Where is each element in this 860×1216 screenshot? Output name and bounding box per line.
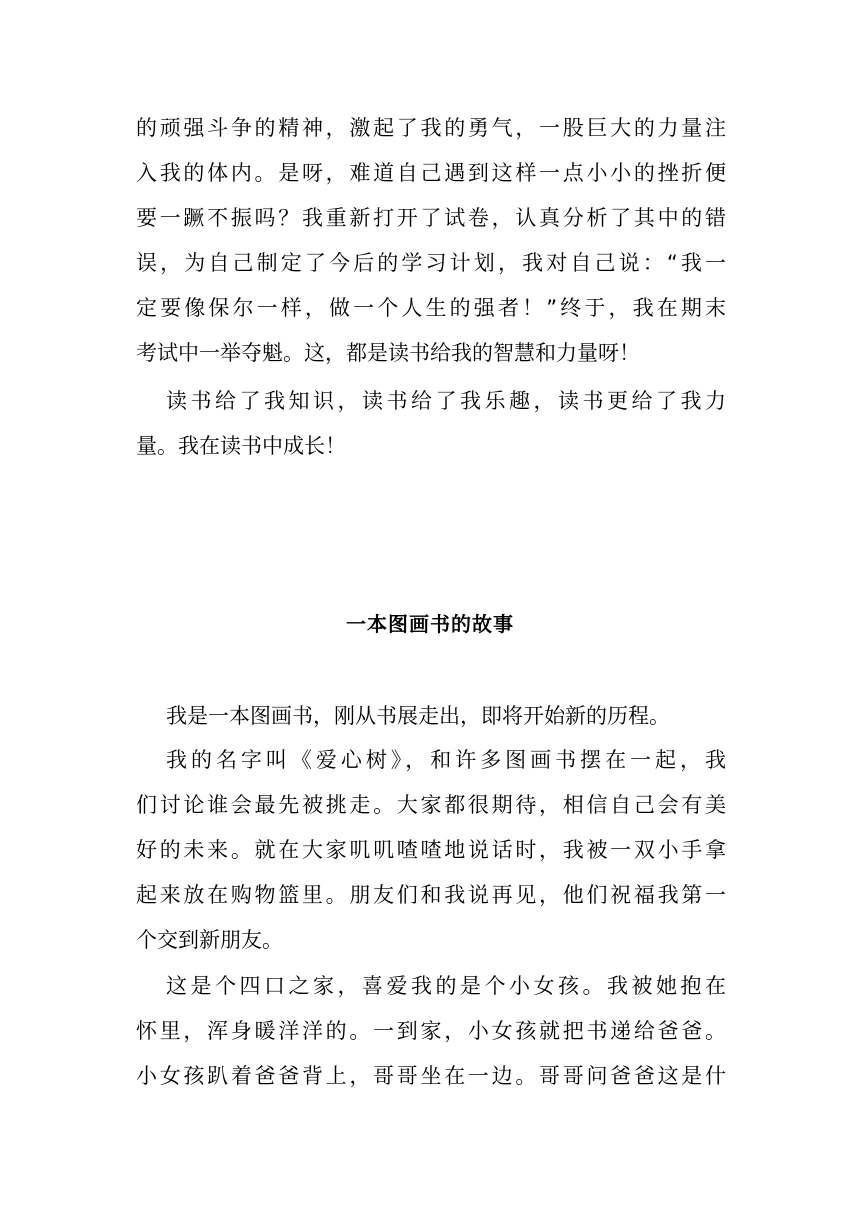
text-line: 量。我在读书中成长！ (136, 434, 346, 458)
text-line: 入我的体内。是呀，难道自己遇到这样一点小小的挫折便 (136, 161, 726, 185)
paragraph-conclusion (136, 379, 726, 469)
text-line: 的顽强斗争的精神，激起了我的勇气，一股巨大的力量注 (136, 116, 726, 140)
text-line: 个交到新朋友。 (136, 928, 283, 952)
paragraph-name (136, 738, 726, 963)
paragraph-intro (136, 694, 726, 739)
text-line: 误，为自己制定了今后的学习计划，我对自己说：“我一 (136, 251, 726, 275)
paragraph-continued (136, 106, 726, 376)
text-line: 考试中一举夺魁。这，都是读书给我的智慧和力量呀！ (136, 341, 640, 365)
paragraph-family (136, 964, 726, 1099)
text-line: 好的未来。就在大家叽叽喳喳地说话时，我被一双小手拿 (136, 838, 726, 862)
text-line: 我是一本图画书，刚从书展走出，即将开始新的历程。 (166, 704, 670, 728)
text-line: 要一蹶不振吗？我重新打开了试卷，认真分析了其中的错 (136, 206, 726, 230)
text-line: 们讨论谁会最先被挑走。大家都很期待，相信自己会有美 (136, 793, 726, 817)
essay-title: 一本图画书的故事 (346, 612, 514, 636)
text-line: 我的名字叫《爱心树》，和许多图画书摆在一起，我 (166, 748, 726, 772)
text-line: 定要像保尔一样，做一个人生的强者！”终于，我在期末 (136, 296, 726, 320)
text-line: 读书给了我知识，读书给了我乐趣，读书更给了我力 (166, 389, 726, 413)
text-line: 怀里，浑身暖洋洋的。一到家，小女孩就把书递给爸爸。 (136, 1019, 726, 1043)
text-line: 起来放在购物篮里。朋友们和我说再见，他们祝福我第一 (136, 883, 726, 907)
text-line: 这是个四口之家，喜爱我的是个小女孩。我被她抱在 (166, 974, 726, 998)
text-line: 小女孩趴着爸爸背上，哥哥坐在一边。哥哥问爸爸这是什 (136, 1064, 726, 1088)
